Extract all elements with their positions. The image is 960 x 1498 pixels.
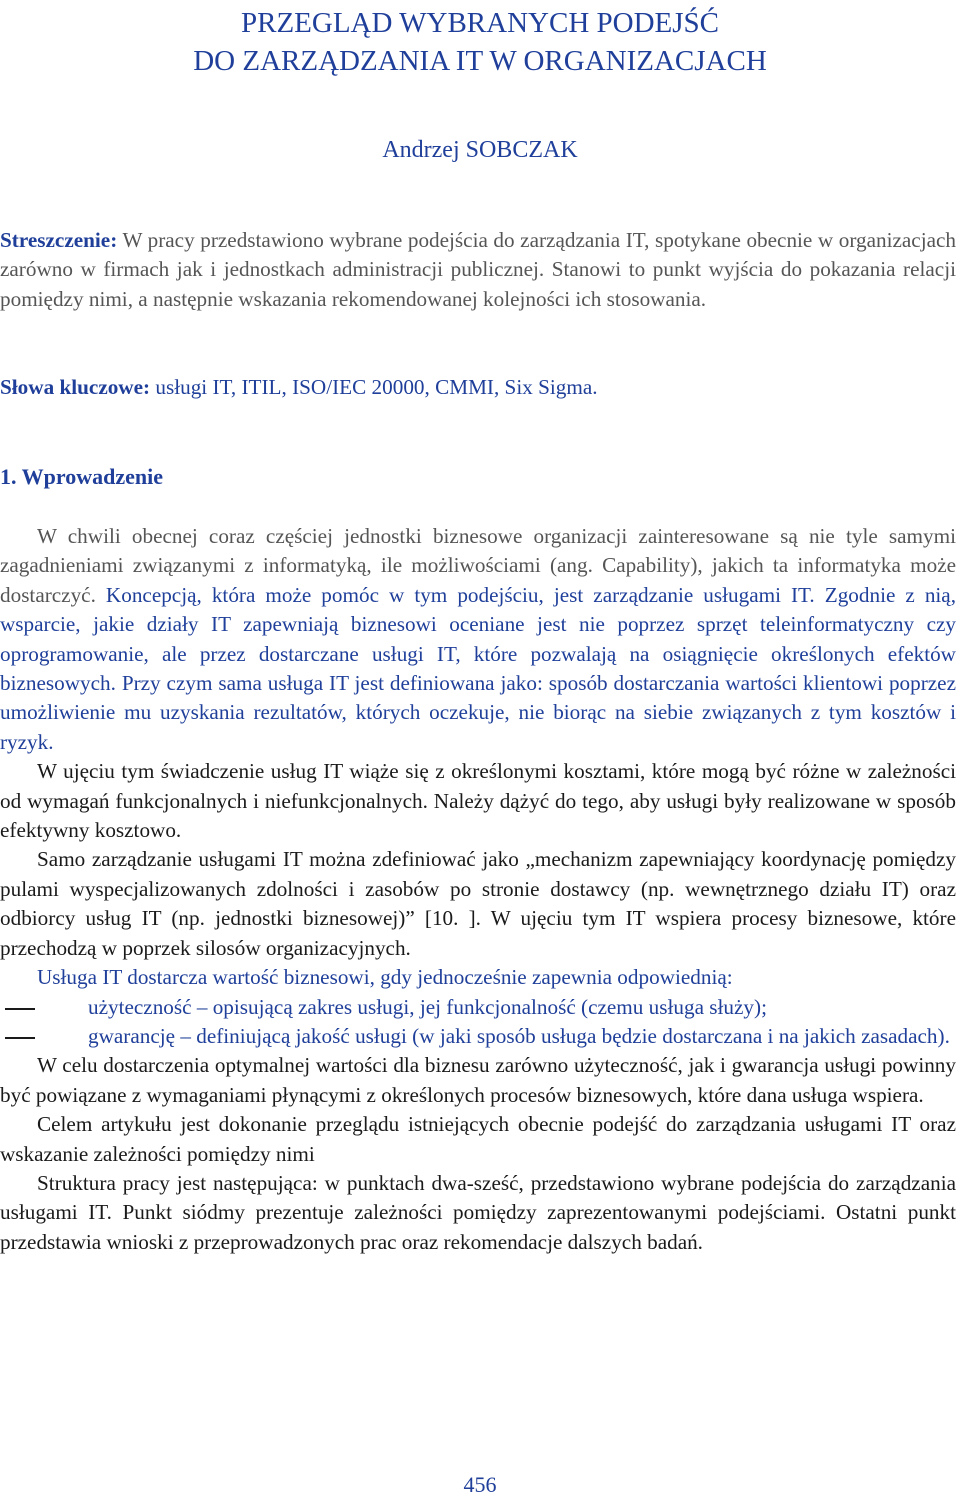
page-number: 456 [463, 1472, 497, 1497]
paper-title [0, 4, 960, 80]
paragraph-2: W ujęciu tym świadczenie usług IT wiąże się z określonymi kosztami, które mogą być różne w zależności od wymagań funkcjonalnych i niefunkcjonalnych. Należy dążyć do tego, aby usługi były realizowane w sposób efektywny kosztowo. [0, 759, 956, 843]
list-item [0, 1022, 956, 1051]
paragraph-1-part-b: Koncepcją, która może pomóc w tym podejściu, jest zarządzanie usługami IT. Zgodnie z nią, wsparcie, jakie działy IT zapewniają biznesowi oceniane jest nie poprzez sprzęt teleinformatyczny czy oprogramowanie, ale przez dostarczane usługi IT, które pozwalają na osiągnięcie określonych efektów biznesowych. Przy czym sama usługa IT jest definiowana jako: sposób dostarczania wartości klientowi poprzez umożliwienie mu uzyskania rezultatów, których oczekuje, nie biorąc na siebie związanych z tym kosztów i ryzyk. [0, 582, 957, 754]
paragraph-4: Usługa IT dostarcza wartość biznesowi, gdy jednocześnie zapewnia odpowiednią: [37, 965, 733, 990]
section-heading: 1. Wprowadzenie [0, 464, 163, 489]
abstract-text: W pracy przedstawiono wybrane podejścia do zarządzania IT, spotykane obecnie w organizacjach zarówno w firmach jak i jednostkach administracji publicznej. Stanowi to punkt wyjścia do pokazania relacji pomiędzy nimi, a następnie wskazania rekomendowanej kolejności ich stosowania. [0, 228, 956, 311]
list-item-text: użyteczność – opisującą zakres usługi, jej funkcjonalność (czemu usługa służy); [88, 994, 767, 1019]
section-body [0, 522, 956, 1257]
paragraph-6: Celem artykułu jest dokonanie przeglądu istniejących obecnie podejść do zarządzania usługami IT oraz wskazanie zależności pomiędzy nimi [0, 1112, 956, 1166]
keywords-label: Słowa kluczowe: [0, 375, 151, 399]
paragraph-1-part-a: W chwili obecnej coraz częściej jednostki biznesowe organizacji zainteresowane są nie tyle samymi zagadnieniami związanymi z informatyką, ile możliwościami (ang. Capability), jakich ta informatyka może dostarczyć. [0, 524, 956, 607]
list-item [0, 993, 956, 1022]
keywords-text: usługi IT, ITIL, ISO/IEC 20000, CMMI, Six Sigma. [150, 375, 598, 399]
value-list [0, 993, 956, 1052]
list-item-text: gwarancję – definiującą jakość usługi (w jaki sposób usługa będzie dostarczana i na jakich zasadach). [88, 1023, 950, 1048]
abstract-label: Streszczenie: [0, 228, 118, 252]
title-line-1: PRZEGLĄD WYBRANYCH PODEJŚĆ [240, 7, 720, 39]
paragraph-1 [0, 522, 956, 757]
keywords [0, 373, 956, 402]
title-line-2: DO ZARZĄDZANIA IT W ORGANIZACJACH [193, 45, 767, 77]
author-name: Andrzej SOBCZAK [382, 137, 578, 163]
paragraph-7: Struktura pracy jest następująca: w punktach dwa-sześć, przedstawiono wybrane podejścia do zarządzania usługami IT. Punkt siódmy prezentuje zależności pomiędzy zaprezentowanymi podejściami. Ostatni punkt przedstawia wnioski z przeprowadzonych prac oraz rekomendacje dalszych badań. [0, 1170, 956, 1254]
abstract [0, 226, 956, 314]
paragraph-3: Samo zarządzanie usługami IT można zdefiniować jako „mechanizm zapewniający koordynację pomiędzy pulami wyspecjalizowanych zdolności i zasobów po stronie dostawcy (np. wewnętrznego działu IT) oraz odbiorcy usług IT (np. jednostki biznesowej)” [10. ]. W ujęciu tym IT wspiera procesy biznesowe, które przechodzą w poprzek silosów organizacyjnych. [0, 847, 956, 960]
paragraph-5: W celu dostarczenia optymalnej wartości dla biznesu zarówno użyteczność, jak i gwarancja usługi powinny być powiązane z wymaganiami płynącymi z określonych procesów biznesowych, które dana usługa wspiera. [0, 1053, 956, 1107]
